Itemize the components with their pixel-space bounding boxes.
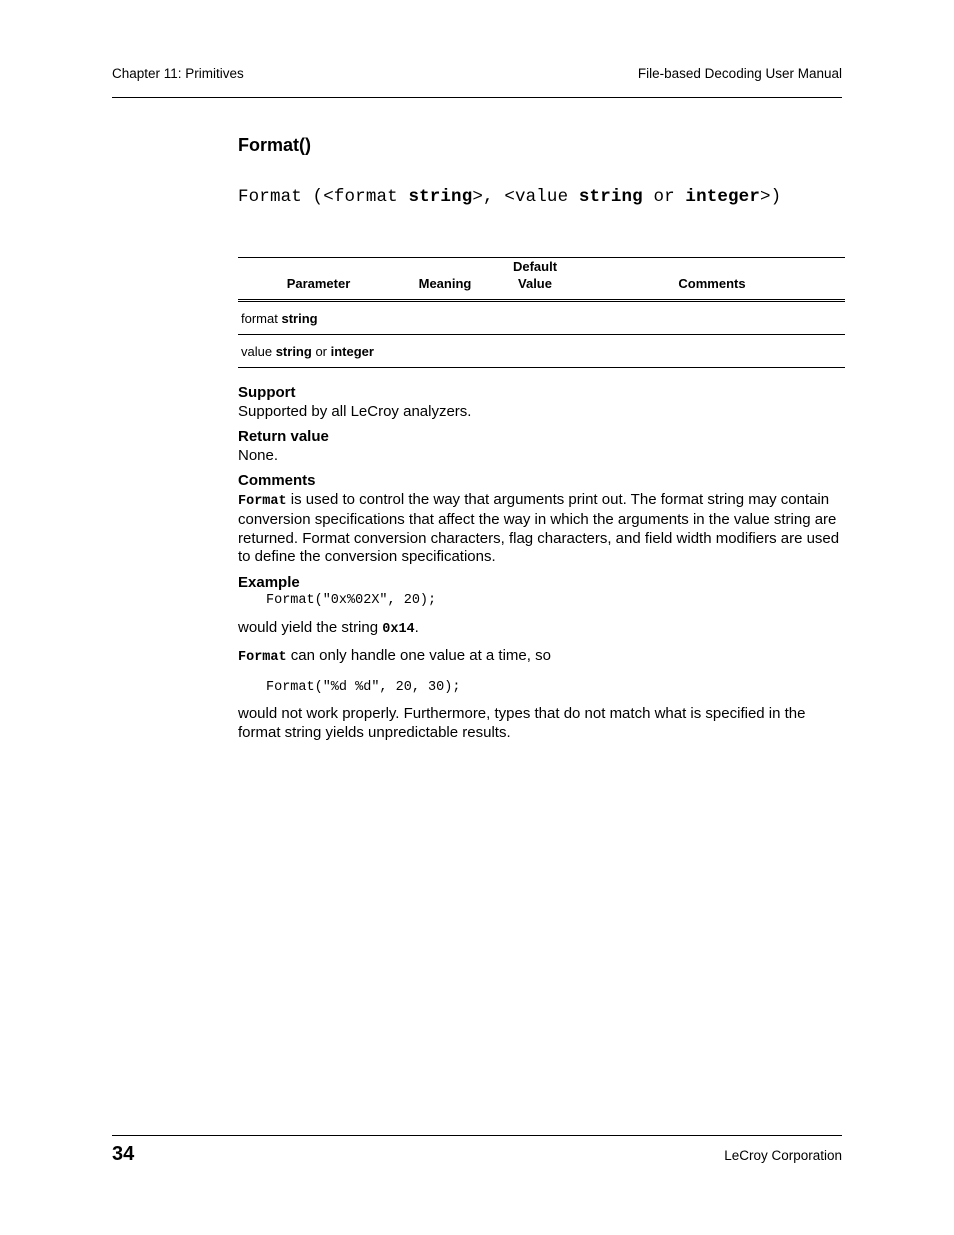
signature-part-bold: integer [685, 187, 760, 207]
meaning-cell [399, 335, 491, 368]
example-heading: Example [238, 573, 300, 591]
running-header-chapter: Chapter 11: Primitives [112, 66, 244, 81]
closing-text: would not work properly. Furthermore, types that do not match what is specified in the format string yields unpredictable results. [238, 705, 806, 741]
support-text: Supported by all LeCroy analyzers. [238, 402, 472, 420]
comments-text [238, 491, 845, 567]
signature-part-bold: string [408, 187, 473, 207]
yield-end: . [414, 618, 419, 636]
param-type-bold: string [275, 343, 312, 359]
column-header-parameter: Parameter [238, 258, 399, 301]
comments-cell [579, 301, 845, 335]
default-header-line2: Value [518, 276, 552, 291]
column-header-meaning: Meaning [399, 258, 491, 301]
footer-divider [112, 1135, 842, 1136]
function-signature [238, 187, 781, 207]
parameter-table [238, 257, 845, 368]
example-code-2: Format("%d %d", 20, 30); [266, 679, 461, 695]
default-cell [491, 301, 579, 335]
default-header-line1: Default [512, 259, 558, 274]
return-value-text: None. [238, 446, 279, 464]
footer-company: LeCroy Corporation [724, 1148, 842, 1163]
param-type-bold: string [281, 310, 318, 326]
table-row [238, 301, 845, 335]
signature-part-bold: string [578, 187, 643, 207]
column-header-comments: Comments [579, 258, 845, 301]
table-header-row [238, 258, 845, 301]
yield-label: would yield the string [238, 618, 383, 636]
signature-part: or [642, 187, 686, 207]
limit-text [238, 647, 845, 668]
description-sections [238, 384, 845, 750]
meaning-cell [399, 301, 491, 335]
page-number: 34 [112, 1143, 135, 1165]
inline-code-result: 0x14 [382, 621, 415, 637]
inline-code-format: Format [238, 650, 287, 665]
function-title: Format() [238, 135, 311, 155]
signature-part: Format (<format [238, 187, 409, 207]
support-heading: Support [238, 384, 296, 401]
parameter-cell [238, 335, 399, 368]
signature-part: >) [759, 187, 782, 207]
param-type-label: value [241, 343, 276, 359]
inline-code-format: Format [238, 493, 287, 509]
parameter-cell [238, 301, 399, 335]
yield-text [238, 619, 845, 640]
signature-part: >, <value [472, 187, 579, 207]
header-divider [112, 97, 842, 98]
param-type-bold: integer [330, 343, 374, 359]
comments-heading: Comments [238, 472, 316, 489]
param-type-label: or [311, 343, 331, 359]
table-row [238, 335, 845, 368]
limit-body: can only handle one value at a time, so [286, 647, 551, 664]
column-header-default-value [491, 258, 579, 301]
default-cell [491, 335, 579, 368]
example-code-1: Format("0x%02X", 20); [266, 593, 437, 608]
running-header-manual-title: File-based Decoding User Manual [637, 66, 842, 81]
comments-cell [579, 335, 845, 368]
comments-body: is used to control the way that arguments print out. The format string may contain conversion specifications that affect the way in which the arguments in the value string are returned. Format conversion characters, flag characters, and field width modifiers are used to define the conversion specifications. [238, 490, 840, 565]
param-type-label: format [241, 310, 282, 326]
return-value-heading: Return value [238, 428, 329, 445]
